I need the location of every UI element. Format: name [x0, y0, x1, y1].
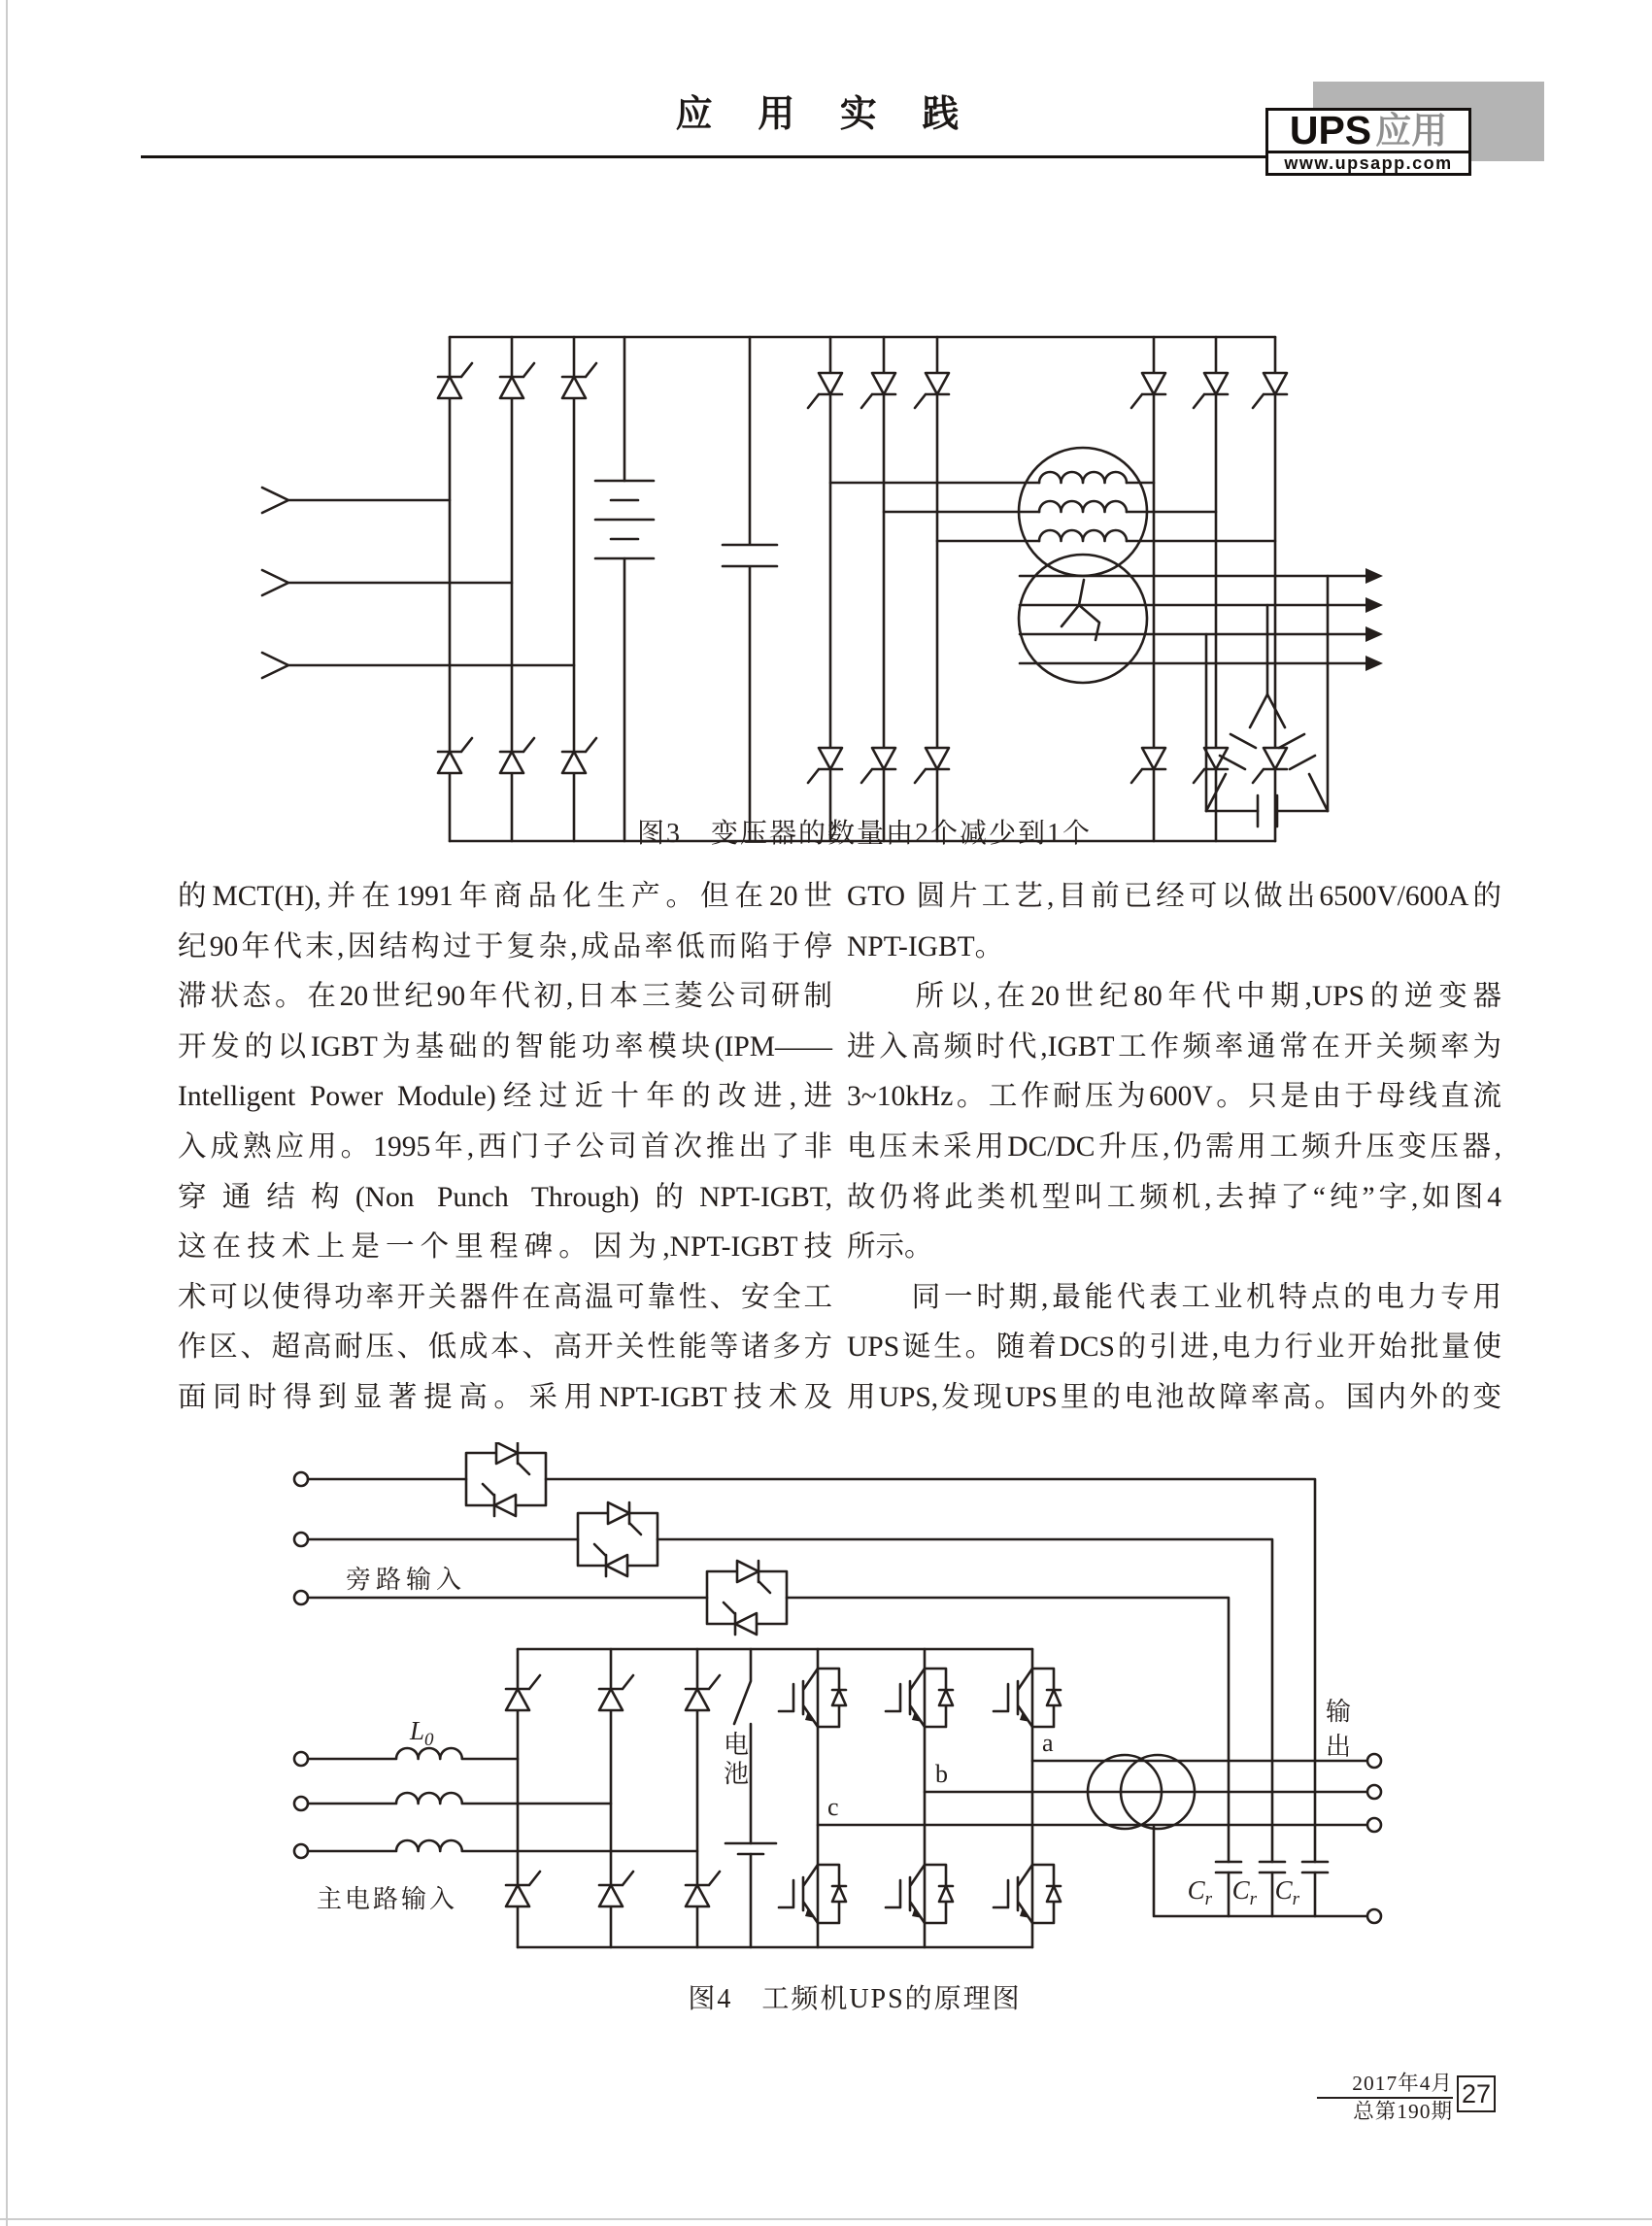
scan-edge-bottom	[0, 2218, 1652, 2220]
text-line: GTO 圆片工艺,目前已经可以做出6500V/600A的	[847, 881, 1501, 912]
fig3-transformer-primary-wires	[830, 483, 1275, 541]
fig3-wye-symbol	[1062, 580, 1099, 640]
fig3-inverter-bridge-right	[1131, 337, 1287, 841]
text-line: 同一时期,最能代表工业机特点的电力专用	[847, 1281, 1501, 1313]
fig4-inductor-label: $L_0$	[410, 1716, 434, 1750]
text-line: 电压未采用DC/DC升压,仍需用工频升压变压器,	[847, 1130, 1501, 1163]
article-column-left	[178, 872, 832, 1424]
logo-brand-chinese: 应用	[1375, 111, 1448, 151]
fig4-output-label-1: 输	[1325, 1698, 1352, 1726]
figure3-circuit-diagram	[165, 219, 1476, 864]
footer-issue: 总第190期	[1353, 2100, 1453, 2123]
text-line: 这在技术上是一个里程碑。因为,NPT-IGBT技	[178, 1231, 832, 1264]
fig4-phase-a-label: a	[1042, 1729, 1054, 1757]
text-line: 进入高频时代,IGBT工作频率通常在开关频率为	[847, 1030, 1501, 1062]
text-line: 所以,在20世纪80年代中期,UPS的逆变器	[847, 981, 1501, 1013]
fig3-dc-capacitor	[723, 337, 777, 841]
fig3-inverter-bridge-left	[808, 337, 949, 841]
figure3-caption: 图3 变压器的数量由2个减少到1个	[636, 819, 1092, 849]
text-line: 面同时得到显著提高。采用NPT-IGBT技术及	[178, 1381, 832, 1413]
fig4-bypass-input-label: 旁路输入	[346, 1566, 467, 1594]
fig3-battery-symbol	[595, 337, 654, 841]
page-number-box: 27	[1457, 2075, 1496, 2112]
text-line: 用UPS,发现UPS里的电池故障率高。国内外的变	[847, 1381, 1501, 1413]
fig4-battery-label-1: 电	[723, 1731, 750, 1759]
fig4-bypass-input-lines	[294, 1442, 1315, 1916]
logo-brand-latin: UPS	[1289, 108, 1372, 152]
text-line: 所示。	[847, 1231, 933, 1264]
text-line: 开发的以IGBT为基础的智能功率模块(IPM——	[178, 1030, 832, 1062]
text-line: 入成熟应用。1995年,西门子公司首次推出了非	[178, 1130, 832, 1163]
fig4-battery-label-2: 池	[723, 1760, 750, 1788]
fig3-three-phase-input-arrows	[262, 488, 574, 678]
logo-url: www.upsapp.com	[1268, 151, 1468, 174]
fig4-filter-capacitors	[1154, 1827, 1367, 1916]
article-column-right	[847, 872, 1501, 1424]
fig4-battery-branch	[724, 1649, 776, 1947]
fig4-main-input-lines	[294, 1716, 697, 1913]
fig4-static-switch-3	[707, 1561, 787, 1635]
magazine-logo	[1265, 108, 1471, 176]
text-line: 3~10kHz。工作耐压为600V。只是由于母线直流	[847, 1081, 1501, 1113]
fig4-igbt-inverter	[779, 1649, 1061, 1947]
fig3-transformer	[1019, 448, 1147, 683]
fig4-output-label-2: 出	[1325, 1733, 1352, 1761]
text-line: UPS诞生。随着DCS的引进,电力行业开始批量使	[847, 1332, 1501, 1364]
fig4-cap-label-2: $C_r$	[1231, 1875, 1257, 1909]
text-line: 滞状态。在20世纪90年代初,日本三菱公司研制	[178, 981, 832, 1013]
footer-date: 2017年4月	[1317, 2072, 1453, 2099]
page-header-title: 应 用 实 践	[675, 94, 977, 135]
fig4-main-input-label: 主电路输入	[317, 1885, 458, 1913]
figure4-circuit-diagram	[165, 1442, 1486, 1967]
scan-edge-left	[6, 0, 8, 2226]
fig4-phase-b-label: b	[935, 1760, 948, 1788]
fig4-phase-c-label: c	[827, 1793, 839, 1821]
text-line: 术可以使得功率开关器件在高温可靠性、安全工	[178, 1281, 832, 1313]
fig4-static-switch-1	[466, 1442, 546, 1516]
text-line: 的MCT(H),并在1991年商品化生产。但在20世	[178, 881, 832, 912]
fig3-delta-capacitor-filter	[1206, 576, 1328, 826]
fig4-cap-label-3: $C_r$	[1274, 1875, 1299, 1909]
figure4-caption: 图4 工频机UPS的原理图	[688, 1984, 1022, 2014]
text-line: 作区、超高耐压、低成本、高开关性能等诸多方	[178, 1332, 832, 1364]
page-footer	[1317, 2072, 1511, 2124]
footer-issue-info	[1317, 2072, 1453, 2124]
fig4-output-terminals	[1326, 1698, 1381, 1923]
text-line: NPT-IGBT。	[847, 930, 1004, 962]
text-line: Intelligent Power Module)经过近十年的改进,进	[178, 1081, 832, 1113]
logo-brand-row	[1268, 108, 1468, 152]
fig3-rectifier-bridge	[438, 337, 596, 841]
header-rule	[141, 155, 1267, 158]
text-line: 穿通结构(Non Punch Through)的NPT-IGBT,	[178, 1181, 832, 1213]
text-line: 故仍将此类机型叫工频机,去掉了“纯”字,如图4	[847, 1181, 1501, 1213]
fig4-cap-label-1: $C_r$	[1187, 1875, 1212, 1909]
fig4-static-switch-2	[578, 1502, 657, 1576]
text-line: 纪90年代末,因结构过于复杂,成品率低而陷于停	[178, 930, 832, 962]
